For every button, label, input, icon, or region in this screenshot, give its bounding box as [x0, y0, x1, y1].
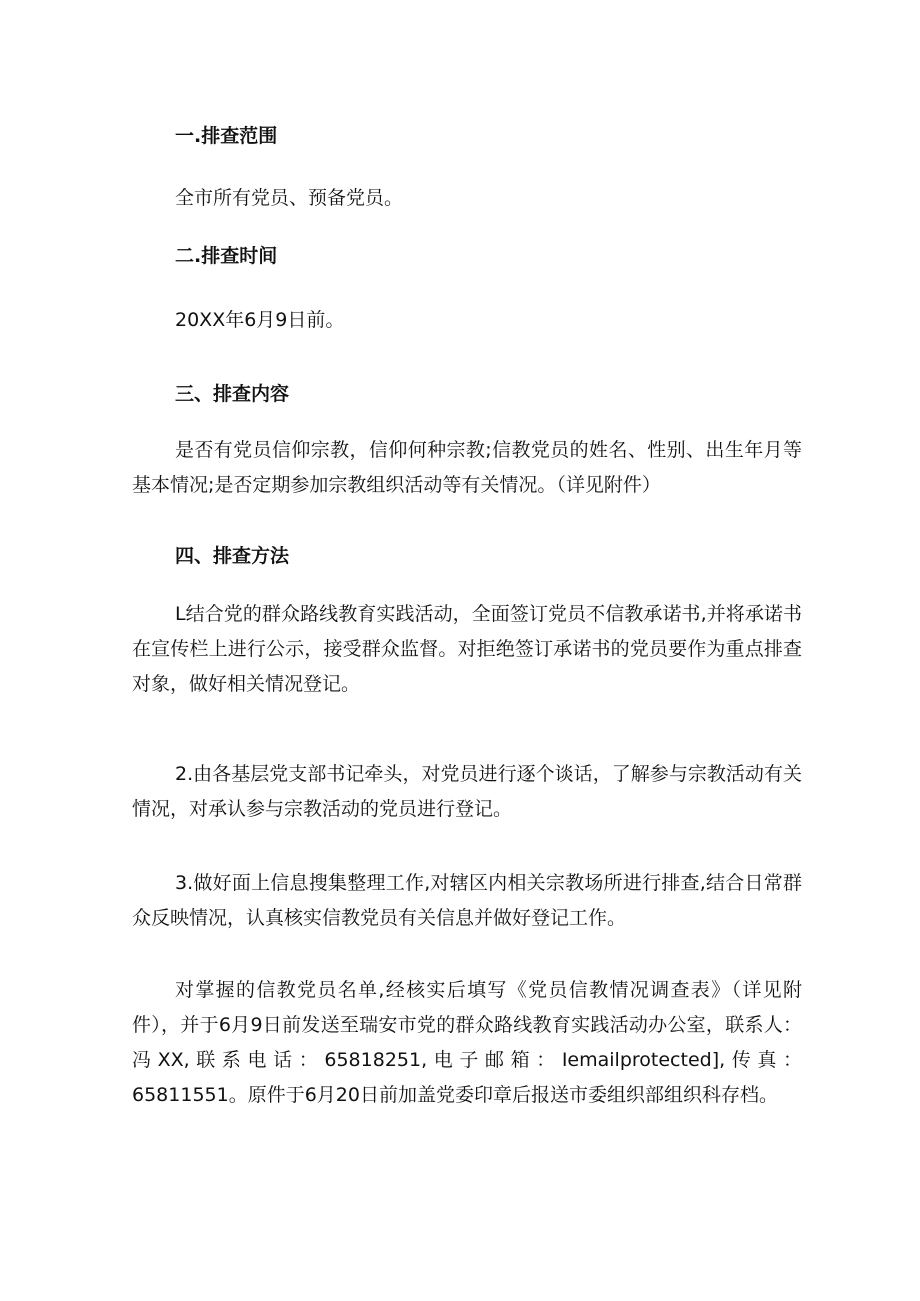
section-heading-time: 二.排查时间	[175, 245, 278, 267]
method-item-1: L结合党的群众路线教育实践活动，全面签订党员不信教承诺书,并将承诺书在宣传栏上进行公示，接受群众监督。对拒绝签订承诺书的党员要作为重点排查对象，做好相关情况登记。	[132, 603, 802, 695]
section-body-scope: 全市所有党员、预备党员。	[175, 187, 404, 209]
method-item-2: 2.由各基层党支部书记牵头，对党员进行逐个谈话，了解参与宗教活动有关情况，对承认参与宗教活动的党员进行登记。	[132, 763, 802, 820]
section-heading-method: 四、排查方法	[175, 545, 290, 567]
section-heading-scope: 一.排查范围	[175, 125, 278, 147]
closing-paragraph: 对掌握的信教党员名单,经核实后填写《党员信教情况调查表》（详见附件），并于6月9日前发送至瑞安市党的群众路线教育实践活动办公室，联系人：冯XX,联系电话：65818251,电子邮箱：Iemailprotected],传真：65811551。原件于6月20日前加盖党委印章后报送市委组织部组织科存档。	[132, 979, 802, 1106]
section-body-content: 是否有党员信仰宗教，信仰何种宗教;信教党员的姓名、性别、出生年月等基本情况;是否定期参加宗教组织活动等有关情况。（详见附件）	[132, 439, 802, 496]
section-body-time: 20XX年6月9日前。	[175, 309, 345, 331]
section-heading-content: 三、排查内容	[175, 383, 290, 405]
method-item-3: 3.做好面上信息搜集整理工作,对辖区内相关宗教场所进行排查,结合日常群众反映情况，认真核实信教党员有关信息并做好登记工作。	[132, 872, 802, 929]
